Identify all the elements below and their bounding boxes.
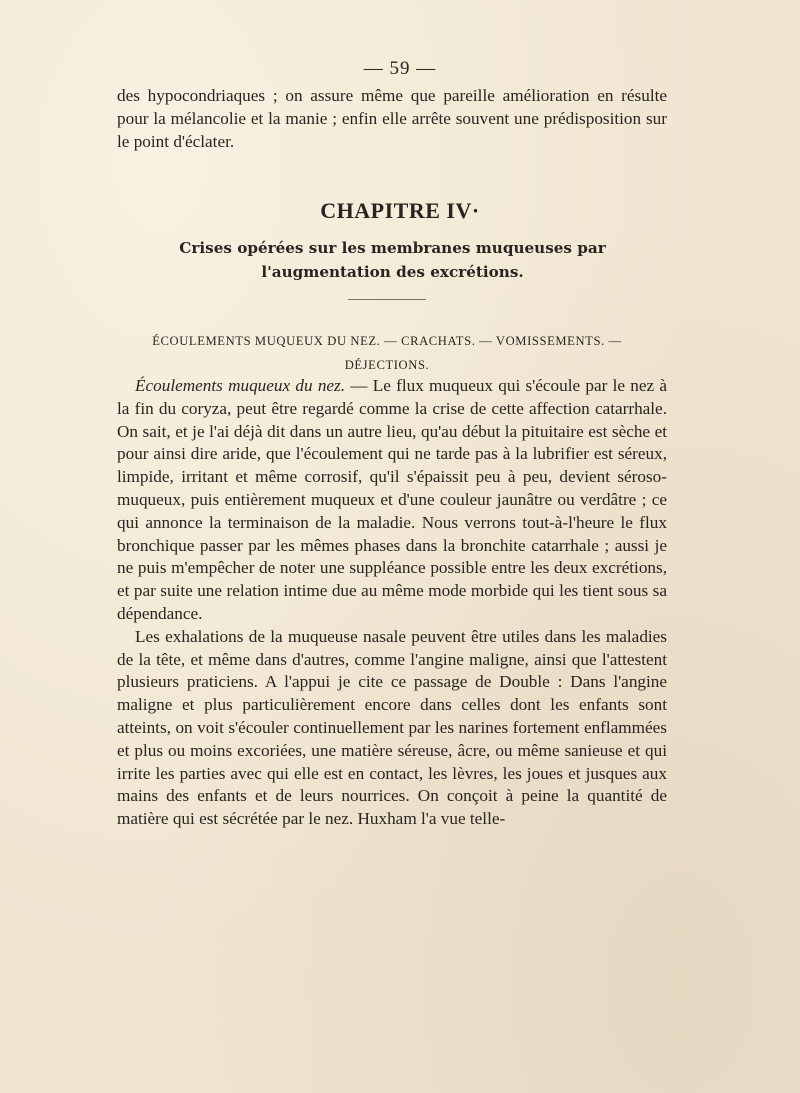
chapter-body bbox=[117, 375, 667, 831]
section-label: Écoulements muqueux du nez. bbox=[135, 376, 346, 395]
chapter-summary: ÉCOULEMENTS MUQUEUX DU NEZ. — CRACHATS. — VOMISSEMENTS. — DÉJECTIONS. bbox=[152, 334, 622, 372]
section-divider bbox=[348, 299, 426, 300]
body-paragraph-2: Les exhalations de la muqueuse nasale peuvent être utiles dans les maladies de la tête, et même dans d'autres, comme l'angine maligne, ainsi que l'attestent plusieurs praticiens. A l'appui je cite ce passage de Double : Dans l'angine maligne et plus particulièrement encore dans celles dont les enfants sont atteints, on voit s'écouler continuellement par les narines fortement enflammées et plus ou moins excoriées, une matière séreuse, âcre, ou même sanieuse et qui irrite les parties avec qui elle est en contact, les lèvres, les joues et jusques aux mains des enfants et de leurs nourrices. On conçoit à peine la quantité de matière qui est sécrétée par le nez. Huxham l'a vue telle- bbox=[117, 626, 667, 829]
page-number: — 59 — bbox=[363, 58, 437, 79]
chapter-title: Crises opérées sur les membranes muqueuses par l'augmentation des excrétions. bbox=[179, 239, 606, 281]
body-paragraph-1-text: — Le flux muqueux qui s'écoule par le nez à la fin du coryza, peut être regardé comme la crise de cette affection catarrhale. On sait, et je l'ai déjà dit dans un autre lieu, qu'au début la pituitaire est sèche et pour ainsi dire aride, que l'écoulement qui ne tarde pas à la lubrifier est séreux, limpide, irritant et même corrosif, qu'il s'épaissit peu à peu, devient séroso-muqueux, puis entièrement muqueux et d'une couleur jaunâtre ou verdâtre ; ce qui annonce la terminaison de la maladie. Nous verrons tout-à-l'heure le flux bronchique passer par les mêmes phases dans la bronchite catarrhale ; aussi je ne puis m'empêcher de noter une suppléance possible entre les deux excrétions, et par suite une relation intime due au même mode morbide qui les tient sous sa dépendance. bbox=[117, 376, 667, 623]
chapter-heading: CHAPITRE IV· bbox=[320, 198, 480, 223]
body-paragraph-1 bbox=[117, 375, 667, 626]
intro-paragraph: des hypocondriaques ; on assure même que pareille amélioration en résulte pour la mélancolie et la manie ; enfin elle arrête souvent une prédisposition sur le point d'éclater. bbox=[117, 86, 667, 151]
